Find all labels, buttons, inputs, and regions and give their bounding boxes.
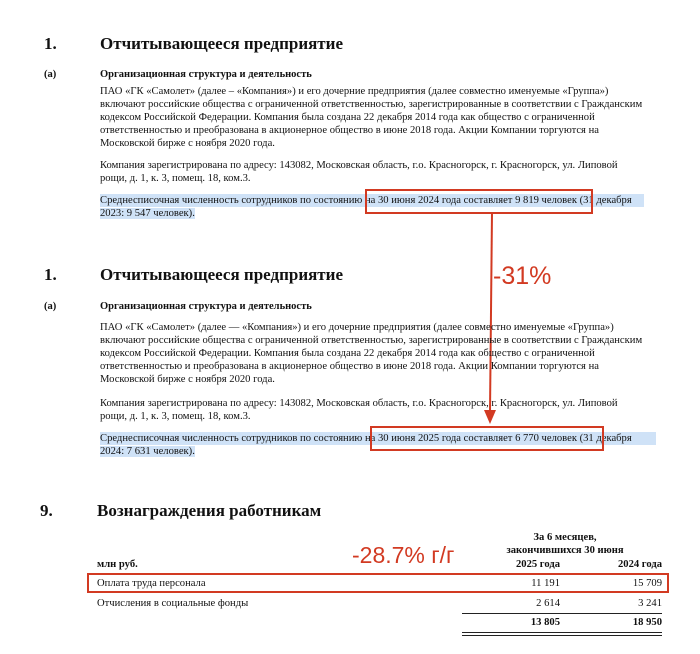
company-description-paragraph xyxy=(100,321,656,386)
highlighted-text-line: 2024: 7 631 человек). xyxy=(100,446,195,457)
row-label: Оплата труда персонала xyxy=(97,578,206,589)
subsection-title: Организационная структура и деятельность xyxy=(100,69,312,80)
section-number: 9. xyxy=(40,501,53,520)
text-line: включают российские общества с ограниченной ответственностью, зарегистрированные в соответствии с Гражданским xyxy=(100,99,643,110)
text-line: рощи, д. 1, к. 3, помещ. 18, ком.3. xyxy=(100,173,251,184)
text-line: ПАО «ГК «Самолет» (далее – «Компания») и его дочерние предприятия (далее совместно именуемые «Группа») xyxy=(100,86,609,97)
section-number: 1. xyxy=(44,265,57,284)
row-label: Отчисления в социальные фонды xyxy=(97,598,249,609)
column-header-2025: 2025 года xyxy=(515,559,560,570)
text-line: Компания зарегистрирована по адресу: 143082, Московская область, г.о. Красногорск, г. Красногорск, ул. Липовой xyxy=(100,160,618,171)
total-double-rule-top xyxy=(462,632,662,633)
salary-change-annotation: -28.7% г/г xyxy=(352,542,455,568)
subsection-title: Организационная структура и деятельность xyxy=(100,301,312,312)
row-value-2024: 3 241 xyxy=(638,598,662,609)
text-line: ответственностью и преобразована в акционерное общество в июне 2018 года. Акции Компании торгуются на xyxy=(100,125,599,136)
down-arrow-icon xyxy=(480,210,504,428)
headcount-2025-box xyxy=(370,426,604,451)
company-description-paragraph xyxy=(100,85,644,150)
section-title: Отчитывающееся предприятие xyxy=(100,34,343,53)
total-rule xyxy=(462,613,662,614)
section-number: 1. xyxy=(44,34,57,53)
salary-row-box xyxy=(87,573,669,593)
total-value-2024: 18 950 xyxy=(632,617,662,628)
text-line: кодексом Российской Федерации. Компания была создана 22 декабря 2014 года как общество с ограниченной xyxy=(100,112,595,123)
row-value-2024: 15 709 xyxy=(632,578,662,589)
row-value-2025: 2 614 xyxy=(536,598,560,609)
address-paragraph xyxy=(100,397,656,423)
text-line: ответственностью и преобразована в акционерное общество в июне 2018 года. Акции Компании торгуются на xyxy=(100,361,599,372)
address-paragraph xyxy=(100,159,644,185)
column-header-2024: 2024 года xyxy=(617,559,662,570)
period-header-line: За 6 месяцев, xyxy=(533,532,597,543)
period-header-line: закончившихся 30 июня xyxy=(506,545,624,556)
headcount-change-annotation: -31% xyxy=(493,262,552,290)
section-title: Отчитывающееся предприятие xyxy=(100,265,343,284)
period-header xyxy=(470,531,660,557)
total-double-rule-bottom xyxy=(462,635,662,636)
text-line: ПАО «ГК «Самолет» (далее — «Компания») и его дочерние предприятия (далее совместно именуемые «Группа») xyxy=(100,322,614,333)
text-line: Московской бирже с ноября 2020 года. xyxy=(100,138,275,149)
total-value-2025: 13 805 xyxy=(530,617,560,628)
highlighted-text-line: Среднесписочная численность сотрудников по состоянию на 30 июня 2025 года составляет 6 770 человек (31 декабря xyxy=(100,432,656,445)
text-line: кодексом Российской Федерации. Компания была создана 22 декабря 2014 года как общество с ограниченной xyxy=(100,348,595,359)
subsection-number: (a) xyxy=(44,69,57,80)
text-line: Московской бирже с ноября 2020 года. xyxy=(100,374,275,385)
row-value-2025: 11 191 xyxy=(531,578,560,589)
headcount-2024-box xyxy=(365,189,593,214)
highlighted-text-line: 2023: 9 547 человек). xyxy=(100,208,195,219)
text-line: рощи, д. 1, к. 3, помещ. 18, ком.3. xyxy=(100,411,251,422)
section-title: Вознаграждения работникам xyxy=(97,501,322,520)
text-line: Компания зарегистрирована по адресу: 143082, Московская область, г.о. Красногорск, г. Красногорск, ул. Липовой xyxy=(100,398,618,409)
highlighted-text-line: Среднесписочная численность сотрудников по состоянию на 30 июня 2024 года составляет 9 819 человек (31 декабря xyxy=(100,194,644,207)
subsection-number: (a) xyxy=(44,301,57,312)
unit-label: млн руб. xyxy=(97,559,138,570)
text-line: включают российские общества с ограниченной ответственностью, зарегистрированные в соответствии с Гражданским xyxy=(100,335,643,346)
